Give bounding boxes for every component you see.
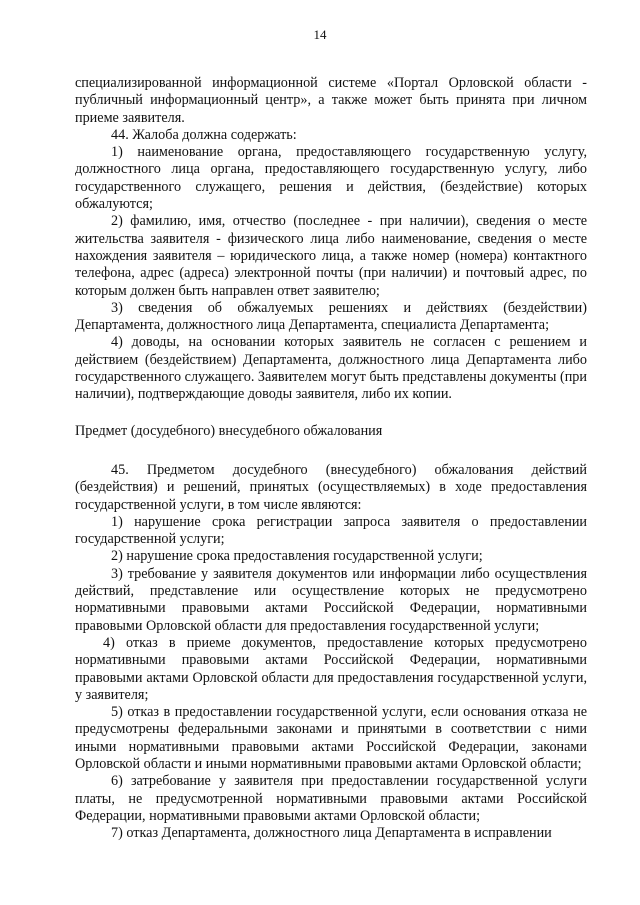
paragraph-45-item-2: 2) нарушение срока предоставления государственной услуги; [111, 548, 483, 565]
paragraph-45-item-1: 1) нарушение срока регистрации запроса заявителя о предоставлении государственной услуги; [75, 513, 587, 548]
paragraph-45-item-7: 7) отказ Департамента, должностного лица Департамента в исправлении [111, 825, 552, 842]
paragraph-44-item-1: 1) наименование органа, предоставляющего государственную услугу, должностного лица органа, предоставляющего государственную услугу, либо государственного служащего, решения и действия, (бездействие) которых обжалуются; [75, 144, 587, 213]
paragraph-continuation: специализированной информационной системе «Портал Орловской области - публичный информационный центр», а также может быть принята при личном приеме заявителя. [75, 75, 587, 126]
paragraph-44-item-3: 3) сведения об обжалуемых решениях и действиях (бездействии) Департамента, должностного лица Департамента, специалиста Департамента; [75, 299, 587, 334]
paragraph-44-intro: 44. Жалоба должна содержать: [111, 126, 297, 143]
paragraph-44-item-4: 4) доводы, на основании которых заявитель не согласен с решением и действием (бездействием) Департамента, должностного лица Департамента либо государственного служащего. Заявителем могут быть представлены документы (при наличии), подтверждающие доводы заявителя, либо их копии. [75, 334, 587, 403]
paragraph-44-item-2: 2) фамилию, имя, отчество (последнее - при наличии), сведения о месте жительства заявителя - физического лица либо наименование, сведения о месте нахождения заявителя – юридического лица, а также номер (номера) контактного телефона, адрес (адреса) электронной почты (при наличии) и почтовый адрес, по которым должен быть направлен ответ заявителю; [75, 213, 587, 299]
paragraph-45-intro: 45. Предметом досудебного (внесудебного) обжалования действий (бездействия) и решений, принятых (осуществляемых) в ходе предоставления государственной услуги, в том числе являются: [75, 461, 587, 513]
document-body [75, 75, 587, 842]
section-heading: Предмет (досудебного) внесудебного обжалования [75, 422, 383, 439]
paragraph-45-item-4: 4) отказ в приеме документов, предоставление которых предусмотрено нормативными правовыми актами Российской Федерации, нормативными правовыми актами Орловской области для предоставления государственной услуги, у заявителя; [75, 634, 587, 703]
paragraph-45-item-5: 5) отказ в предоставлении государственной услуги, если основания отказа не предусмотрены федеральными законами и принятыми в соответствии с ними иными нормативными правовыми актами Российской Федерации, законами Орловской области и иными нормативными правовыми актами Орловской области; [75, 704, 587, 772]
paragraph-45-item-3: 3) требование у заявителя документов или информации либо осуществления действий, представление или осуществление которых не предусмотрено нормативными правовыми актами Российской Федерации, нормативными правовыми Орловской области для предоставления государственной услуги; [75, 565, 587, 634]
page-number: 14 [313, 27, 327, 42]
paragraph-45-item-6: 6) затребование у заявителя при предоставлении государственной услуги платы, не предусмотренной нормативными правовыми актами Российской Федерации, нормативными правовыми актами Орловской области; [75, 773, 587, 824]
